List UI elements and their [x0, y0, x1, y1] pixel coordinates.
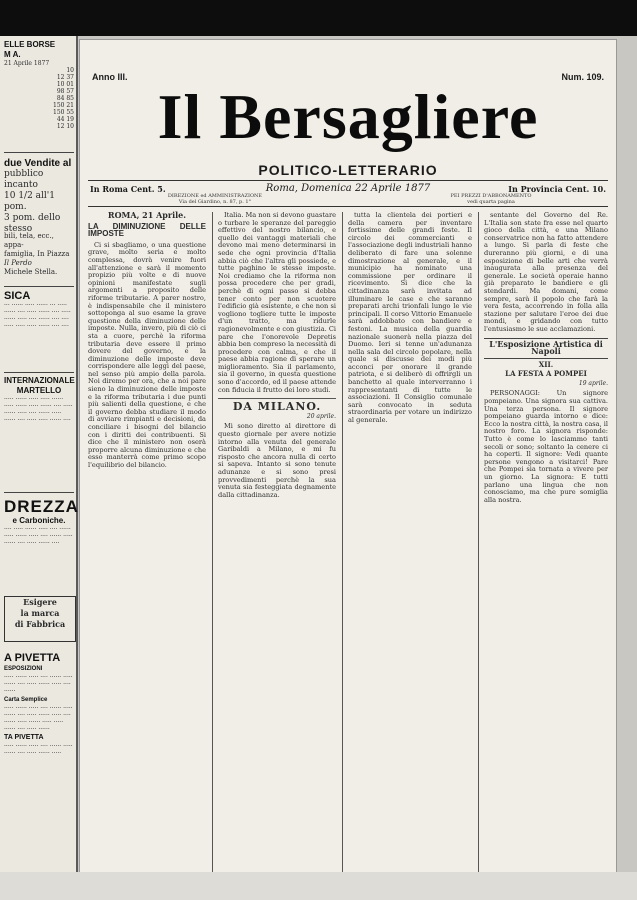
- advertisement-musica: SICA ··· ······ ····· ······ ··· ····· ······ ···· ····· ······ ···· ····· ······ ····· ···· ······ ···· ···· ····· ····· ····· ······ ···· ····: [4, 290, 71, 330]
- column-divider: [478, 212, 479, 872]
- exhibition-number: XII.: [538, 359, 554, 369]
- price-city: In Roma Cent. 5.: [90, 184, 166, 194]
- article-body: tutta la clientela dei portieri e della camera per inventare fortissime delle grandi feste. Il circolo dei commercianti e l'associazione degli industriali hanno deliberato di fare una solenne dimostrazione al generale, e il municipio ha nominato una commissione per ordinare il ricevimento. Si dice che la cittadinanza sarà invitata ad illuminare le case e che saranno preparati archi trionfali lungo le vie principali. Il corso Vittorio Emanuele sarà addobbato con bandiere e festoni. La musica della guardia nazionale suonerà nella piazza del Duomo. Ieri si tenne un'adunanza nella sala del circolo popolare, nella quale si discusse dei modi più acconci per onorare il grande patriota, e si deliberò di offrirgli un banchetto al quale interverranno i rappresentanti di tutte le associazioni. Il Consiglio comunale sarà convocato in seduta straordinaria per votare un indirizzo al generale.: [348, 211, 472, 425]
- auction-notice: due Vendite al pubblico incanto 10 1/2 all'1 pom. 3 pom. dello stesso: [4, 158, 72, 234]
- newspaper-title: Il Bersagliere: [157, 81, 539, 152]
- column-3: [348, 212, 472, 872]
- issue-number: Num. 109.: [561, 72, 604, 82]
- article-dateline: ROMA, 21 Aprile.: [107, 210, 187, 220]
- exhibition-date: 19 aprile.: [578, 379, 608, 387]
- stock-listing: ELLE BORSE M A. 21 Aprile 1877 10 12 37 10 01 98 57 84 85 150 21 150 55 44 19 12 10: [4, 40, 74, 130]
- exhibition-headline: L'Esposizione Artistica di Napoli: [484, 338, 608, 359]
- article-body: Italia. Ma non si devono guastare o turbare le speranze del pareggio effettivo del nostro bilancio, e quello dei vantaggi materiali che devono mai meno determinarsi in sede che ogni provincia d'Italia abbia ciò che l'altra gli possiede, e tutte paghino le stesse imposte. Noi crediamo che la riforma non possa procedere che per gradi, perchè di ogni passo si debba tener conto per non scuotere l'edificio già esistente, e che non si vogliono togliere tutte le imposte d'un tratto, ma ridurle ragionevolmente e con giustizia. Ci pare che l'onorevole Depretis abbia ben compreso la necessità di procedere con calma, e che il paese abbia ragione di sperare un miglioramento. Sia il parlamento, sia il governo, in questa questione sono d'accordo, ed il paese attende con fiducia il frutto dei loro studi.: [218, 211, 337, 394]
- section-date: 20 aprile.: [306, 412, 336, 420]
- advertisement-internazionale: INTERNAZIONALE MARTELLO ····· ······ ····· ····· ······ ····· ······ ····· ······ ···· ····· ······ ····· ···· ······ ····· ······ ···· ····· ····· ······ ····: [4, 376, 75, 424]
- newspaper-subtitle: POLITICO-LETTERARIO: [258, 162, 438, 178]
- advertisement-acque: DREZZA e Carboniche. ···· ····· ······ ····· ···· ······ ····· ······ ····· ···· ······ ····· ······ ···· ····· ······ ····: [4, 497, 79, 547]
- section-title: DA MILANO.: [232, 400, 322, 414]
- adjacent-page-strip: [0, 36, 78, 872]
- divider: [4, 152, 74, 153]
- scan-border-top: [0, 0, 637, 36]
- section-body: Mi sono diretto al direttore di questo giornale per avere notizie intorno alla venuta del generale Garibaldi a Milano, e mi fu risposto che ancora nulla di certo si sapeva. Intanto si sono tenute adunanze e si sono presi provvedimenti perchè la sua venuta sia festeggiata degnamente dalla cittadinanza.: [218, 422, 336, 499]
- brand-mark-box: Esigere la marca di Fabbrica: [4, 596, 76, 642]
- issue-year: Anno III.: [92, 72, 128, 82]
- column-divider: [342, 212, 343, 872]
- admin-address: DIREZIONE ed AMMINISTRAZIONE Via del Giardino, n. 87, p. 1°: [167, 193, 263, 205]
- column-2: [218, 212, 336, 872]
- article-body: Ci si sbagliamo, o una questione grave, molto seria e molto complessa, dovrà venire fuori all'attenzione e sarà il momento propizio più volte e di nuove opinioni manifestate sugli argomenti a proposito delle riforme tributarie. A parer nostro, è indispensabile che il ministero sottoponga al suo esame la grave questione della diminuzione delle imposte. Nulla, invero, più di ciò ci sta a cuore, perchè la riforma tributaria deve essere il primo dovere del governo, e la diminuzione delle imposte deve corrispondere alle leggi del paese, nel senso più ampio della parola. Noi diremo per ora, che a noi pare sieno la diminuzione delle imposte e la riforma tributaria i due punti più salienti della questione, e che il governo debba studiare il modo di avviare rimpianti e decisioni, da conciliare i bisogni del bilancio con i diritti dei contribuenti. Si dice che il ministero non oserà proporre alcuna diminuzione e che esso manterrà come primo scopo l'equilibrio del bilancio.: [88, 240, 206, 469]
- scan-border-bottom: [0, 872, 637, 900]
- divider: [4, 492, 74, 493]
- column-4: [484, 212, 608, 872]
- publication-date: Roma, Domenica 22 Aprile 1877: [265, 183, 431, 194]
- divider: [4, 372, 74, 373]
- column-divider: [212, 212, 213, 872]
- article-columns: [88, 212, 608, 872]
- divider: [4, 286, 74, 287]
- masthead-rule: [88, 180, 608, 181]
- price-province: In Provincia Cent. 10.: [508, 184, 606, 194]
- article-body: sentante del Governo del Re. L'Italia son state fra esse nel quarto gioco della città, e una Milano conservatrice non ha fatto attendere a lungo. Si parla di feste che dureranno più giorni, e di una esposizione di belle arti che verrà inaugurata alla presenza del generale. Le società operaie hanno già preparato le bandiere e gli stendardi. Ma domani, come sempre, sarà il popolo che farà la vera festa, accorrendo in folla alla stazione per salutare l'eroe dei due mondi, e gridando con tutto l'entusiasmo le sue acclamazioni.: [484, 211, 608, 333]
- section-rule: [218, 398, 336, 399]
- exhibition-title: LA FESTA A POMPEI: [505, 369, 587, 379]
- shop-notice: bili, tela, ecc., appa- famiglia, In Piazza Il Perdo Michele Stella.: [4, 232, 70, 276]
- masthead: [80, 40, 616, 205]
- subscription-note: PEI PREZZI D'ABBONAMENTO vedi quarta pagina: [450, 193, 532, 205]
- column-1: [88, 212, 206, 872]
- advertisement-pivetta: A PIVETTA ESPOSIZIONI ····· ······ ····· ···· ······ ····· ······ ···· ····· ······ ····· ···· ······ Carta Semplice ····· ······ ····· ···· ······ ····· ······ ···· ····· ······ ····· ···· ······ ····· ······ ····· ····· ······ ···· ····· ······ TA PIVETTA ····· ······ ····· ···· ······ ····· ······ ···· ····· ······ ·····: [4, 652, 73, 757]
- exhibition-body: PERSONAGGI: Un signore pompeiano. Una signora sua cattiva. Una terza persona. Il signore pompeiano guarda intorno e dice: Ecco la nostra città, la nostra casa, il nostro foro. La signora risponde: Tutto è come lo lasciammo tanti secoli or sono; soltanto la cenere ci ha coperti. Il signore: Vedi quante persone vengono a visitarci! Pare che Pompei sia tornata a vivere per un giorno. La signora: E tutti parlano una lingua che non conosciamo, ma che pure somiglia alla nostra.: [484, 389, 608, 504]
- masthead-rule-bottom: [88, 206, 608, 207]
- article-headline: LA DIMINUZIONE DELLE IMPOSTE: [88, 221, 206, 239]
- newspaper-page: [80, 40, 616, 878]
